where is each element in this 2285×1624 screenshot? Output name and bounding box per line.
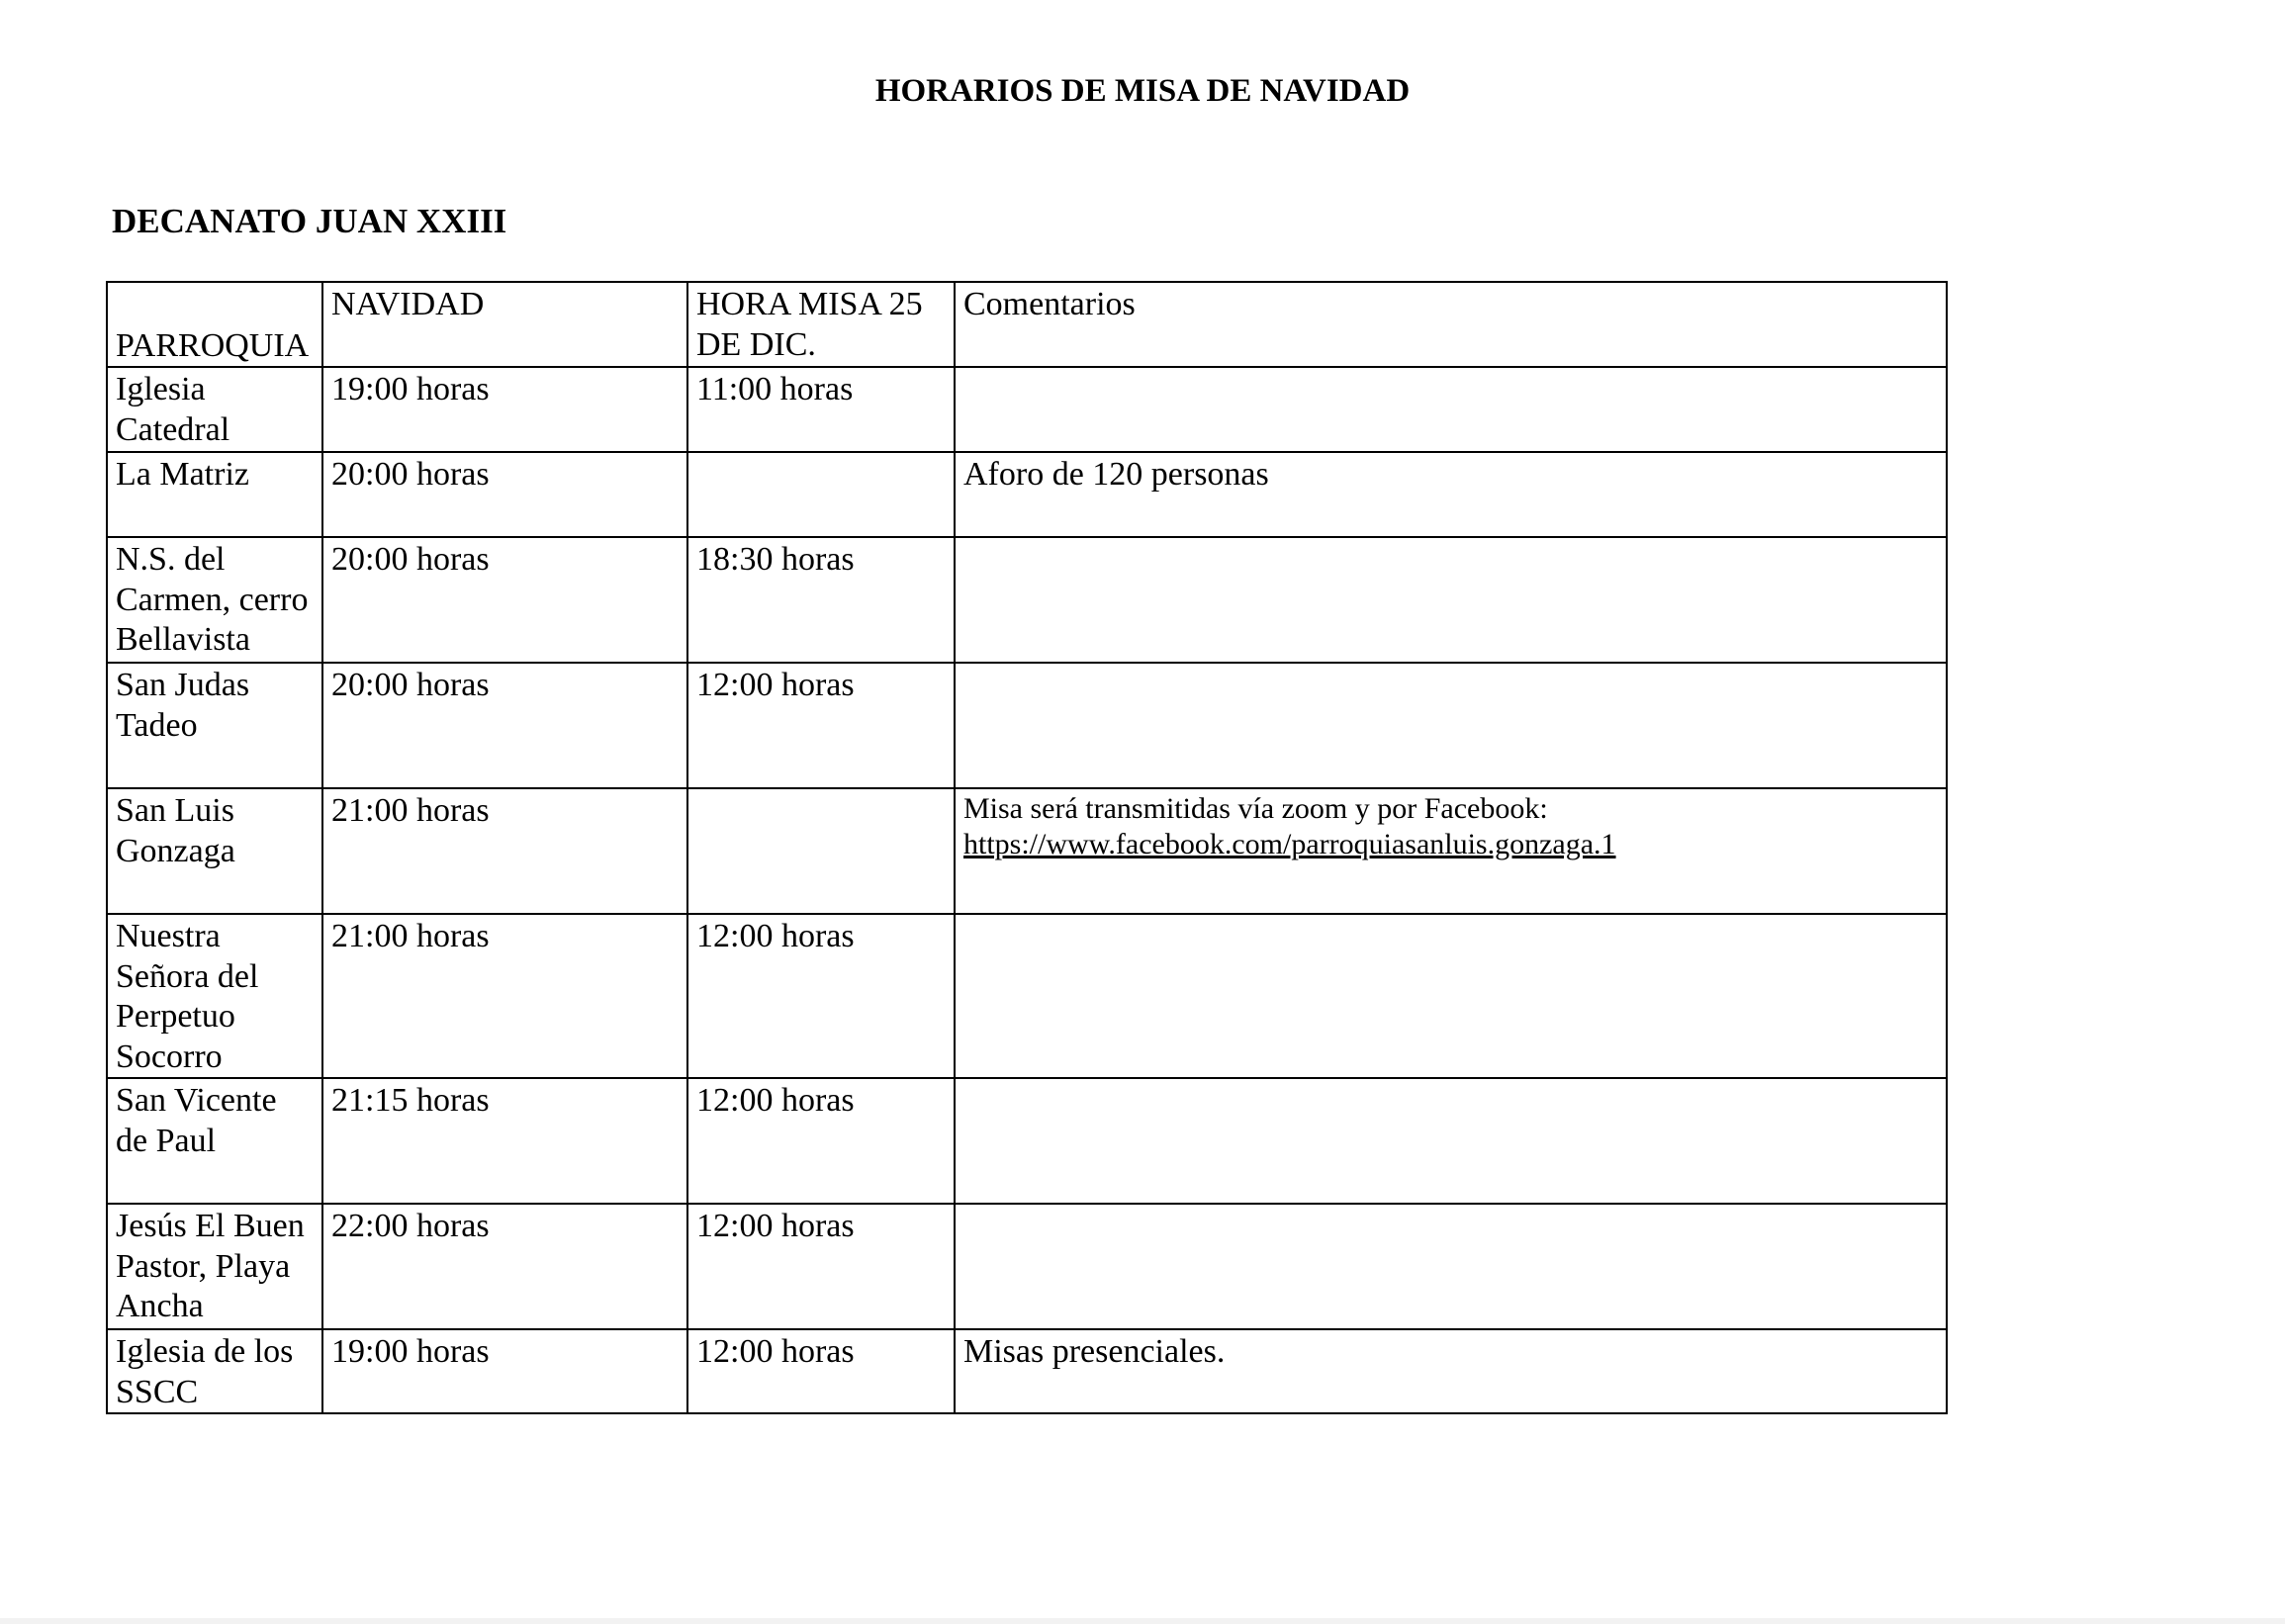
cell-parroquia [107, 452, 322, 537]
header-hora-misa-line1: HORA MISA 25 [696, 286, 923, 322]
table-row [107, 663, 1947, 788]
parroquia-line: Ancha [116, 1288, 204, 1324]
cell-navidad: 20:00 horas [322, 452, 687, 537]
header-navidad: NAVIDAD [322, 282, 687, 367]
cell-parroquia [107, 537, 322, 663]
cell-comentarios [955, 537, 1947, 663]
cell-comentarios: Misas presenciales. [955, 1329, 1947, 1413]
table-row [107, 367, 1947, 452]
cell-comentarios [955, 663, 1947, 788]
page-bottom-edge [0, 1618, 2285, 1624]
cell-hora-misa [687, 452, 955, 537]
parroquia-line: Perpetuo [116, 998, 235, 1035]
section-heading: DECANATO JUAN XXIII [112, 202, 507, 240]
cell-navidad: 19:00 horas [322, 1329, 687, 1413]
cell-parroquia [107, 1329, 322, 1413]
parroquia-line: San Luis [116, 792, 234, 829]
parroquia-line: Iglesia de los [116, 1333, 294, 1370]
cell-parroquia [107, 663, 322, 788]
document-title: HORARIOS DE MISA DE NAVIDAD [874, 73, 1411, 109]
facebook-link[interactable]: https://www.facebook.com/parroquiasanluis.gonzaga.1 [963, 828, 1616, 860]
cell-parroquia [107, 788, 322, 914]
cell-navidad: 20:00 horas [322, 663, 687, 788]
parroquia-line: Iglesia [116, 371, 206, 407]
parroquia-line: San Judas [116, 667, 250, 703]
cell-comentarios: Aforo de 120 personas [955, 452, 1947, 537]
cell-hora-misa [687, 788, 955, 914]
cell-hora-misa: 12:00 horas [687, 1204, 955, 1329]
table-row [107, 1078, 1947, 1204]
cell-parroquia [107, 1204, 322, 1329]
header-hora-misa [687, 282, 955, 367]
cell-parroquia [107, 914, 322, 1078]
cell-hora-misa: 12:00 horas [687, 663, 955, 788]
parroquia-line: Nuestra [116, 918, 221, 954]
parroquia-line: Tadeo [116, 706, 198, 744]
cell-hora-misa: 12:00 horas [687, 1329, 955, 1413]
parroquia-line: SSCC [116, 1373, 199, 1410]
cell-hora-misa: 12:00 horas [687, 1078, 955, 1204]
table-row [107, 452, 1947, 537]
mass-schedule-table [106, 281, 1948, 1414]
header-comentarios: Comentarios [955, 282, 1947, 367]
table-row [107, 537, 1947, 663]
parroquia-line: N.S. del [116, 541, 226, 578]
parroquia-line: Bellavista [116, 621, 250, 658]
cell-navidad: 20:00 horas [322, 537, 687, 663]
parroquia-line: Pastor, Playa [116, 1247, 291, 1285]
cell-navidad: 21:15 horas [322, 1078, 687, 1204]
cell-hora-misa: 11:00 horas [687, 367, 955, 452]
cell-comentarios [955, 367, 1947, 452]
table-row [107, 1204, 1947, 1329]
cell-comentarios [955, 788, 1947, 914]
cell-comentarios [955, 1078, 1947, 1204]
cell-hora-misa: 18:30 horas [687, 537, 955, 663]
table-header-row [107, 282, 1947, 367]
comment-text: Misa será transmitidas vía zoom y por Facebook: [963, 792, 1548, 825]
parroquia-line: Catedral [116, 410, 230, 448]
parroquia-line: San Vicente [116, 1082, 277, 1119]
cell-comentarios [955, 914, 1947, 1078]
header-hora-misa-line2: DE DIC. [696, 325, 816, 363]
parroquia-line: Socorro [116, 1038, 223, 1075]
cell-navidad: 22:00 horas [322, 1204, 687, 1329]
cell-parroquia [107, 1078, 322, 1204]
table-row [107, 788, 1947, 914]
cell-navidad: 19:00 horas [322, 367, 687, 452]
parroquia-line: Señora del [116, 957, 259, 995]
table-row [107, 1329, 1947, 1413]
parroquia-line: Carmen, cerro [116, 581, 309, 618]
header-parroquia: PARROQUIA [107, 282, 322, 367]
cell-navidad: 21:00 horas [322, 788, 687, 914]
cell-navidad: 21:00 horas [322, 914, 687, 1078]
cell-parroquia [107, 367, 322, 452]
table-row [107, 914, 1947, 1078]
parroquia-line: La Matriz [116, 456, 249, 493]
parroquia-line: Gonzaga [116, 832, 235, 869]
cell-comentarios [955, 1204, 1947, 1329]
parroquia-line: Jesús El Buen [116, 1208, 305, 1244]
cell-hora-misa: 12:00 horas [687, 914, 955, 1078]
parroquia-line: de Paul [116, 1122, 217, 1159]
